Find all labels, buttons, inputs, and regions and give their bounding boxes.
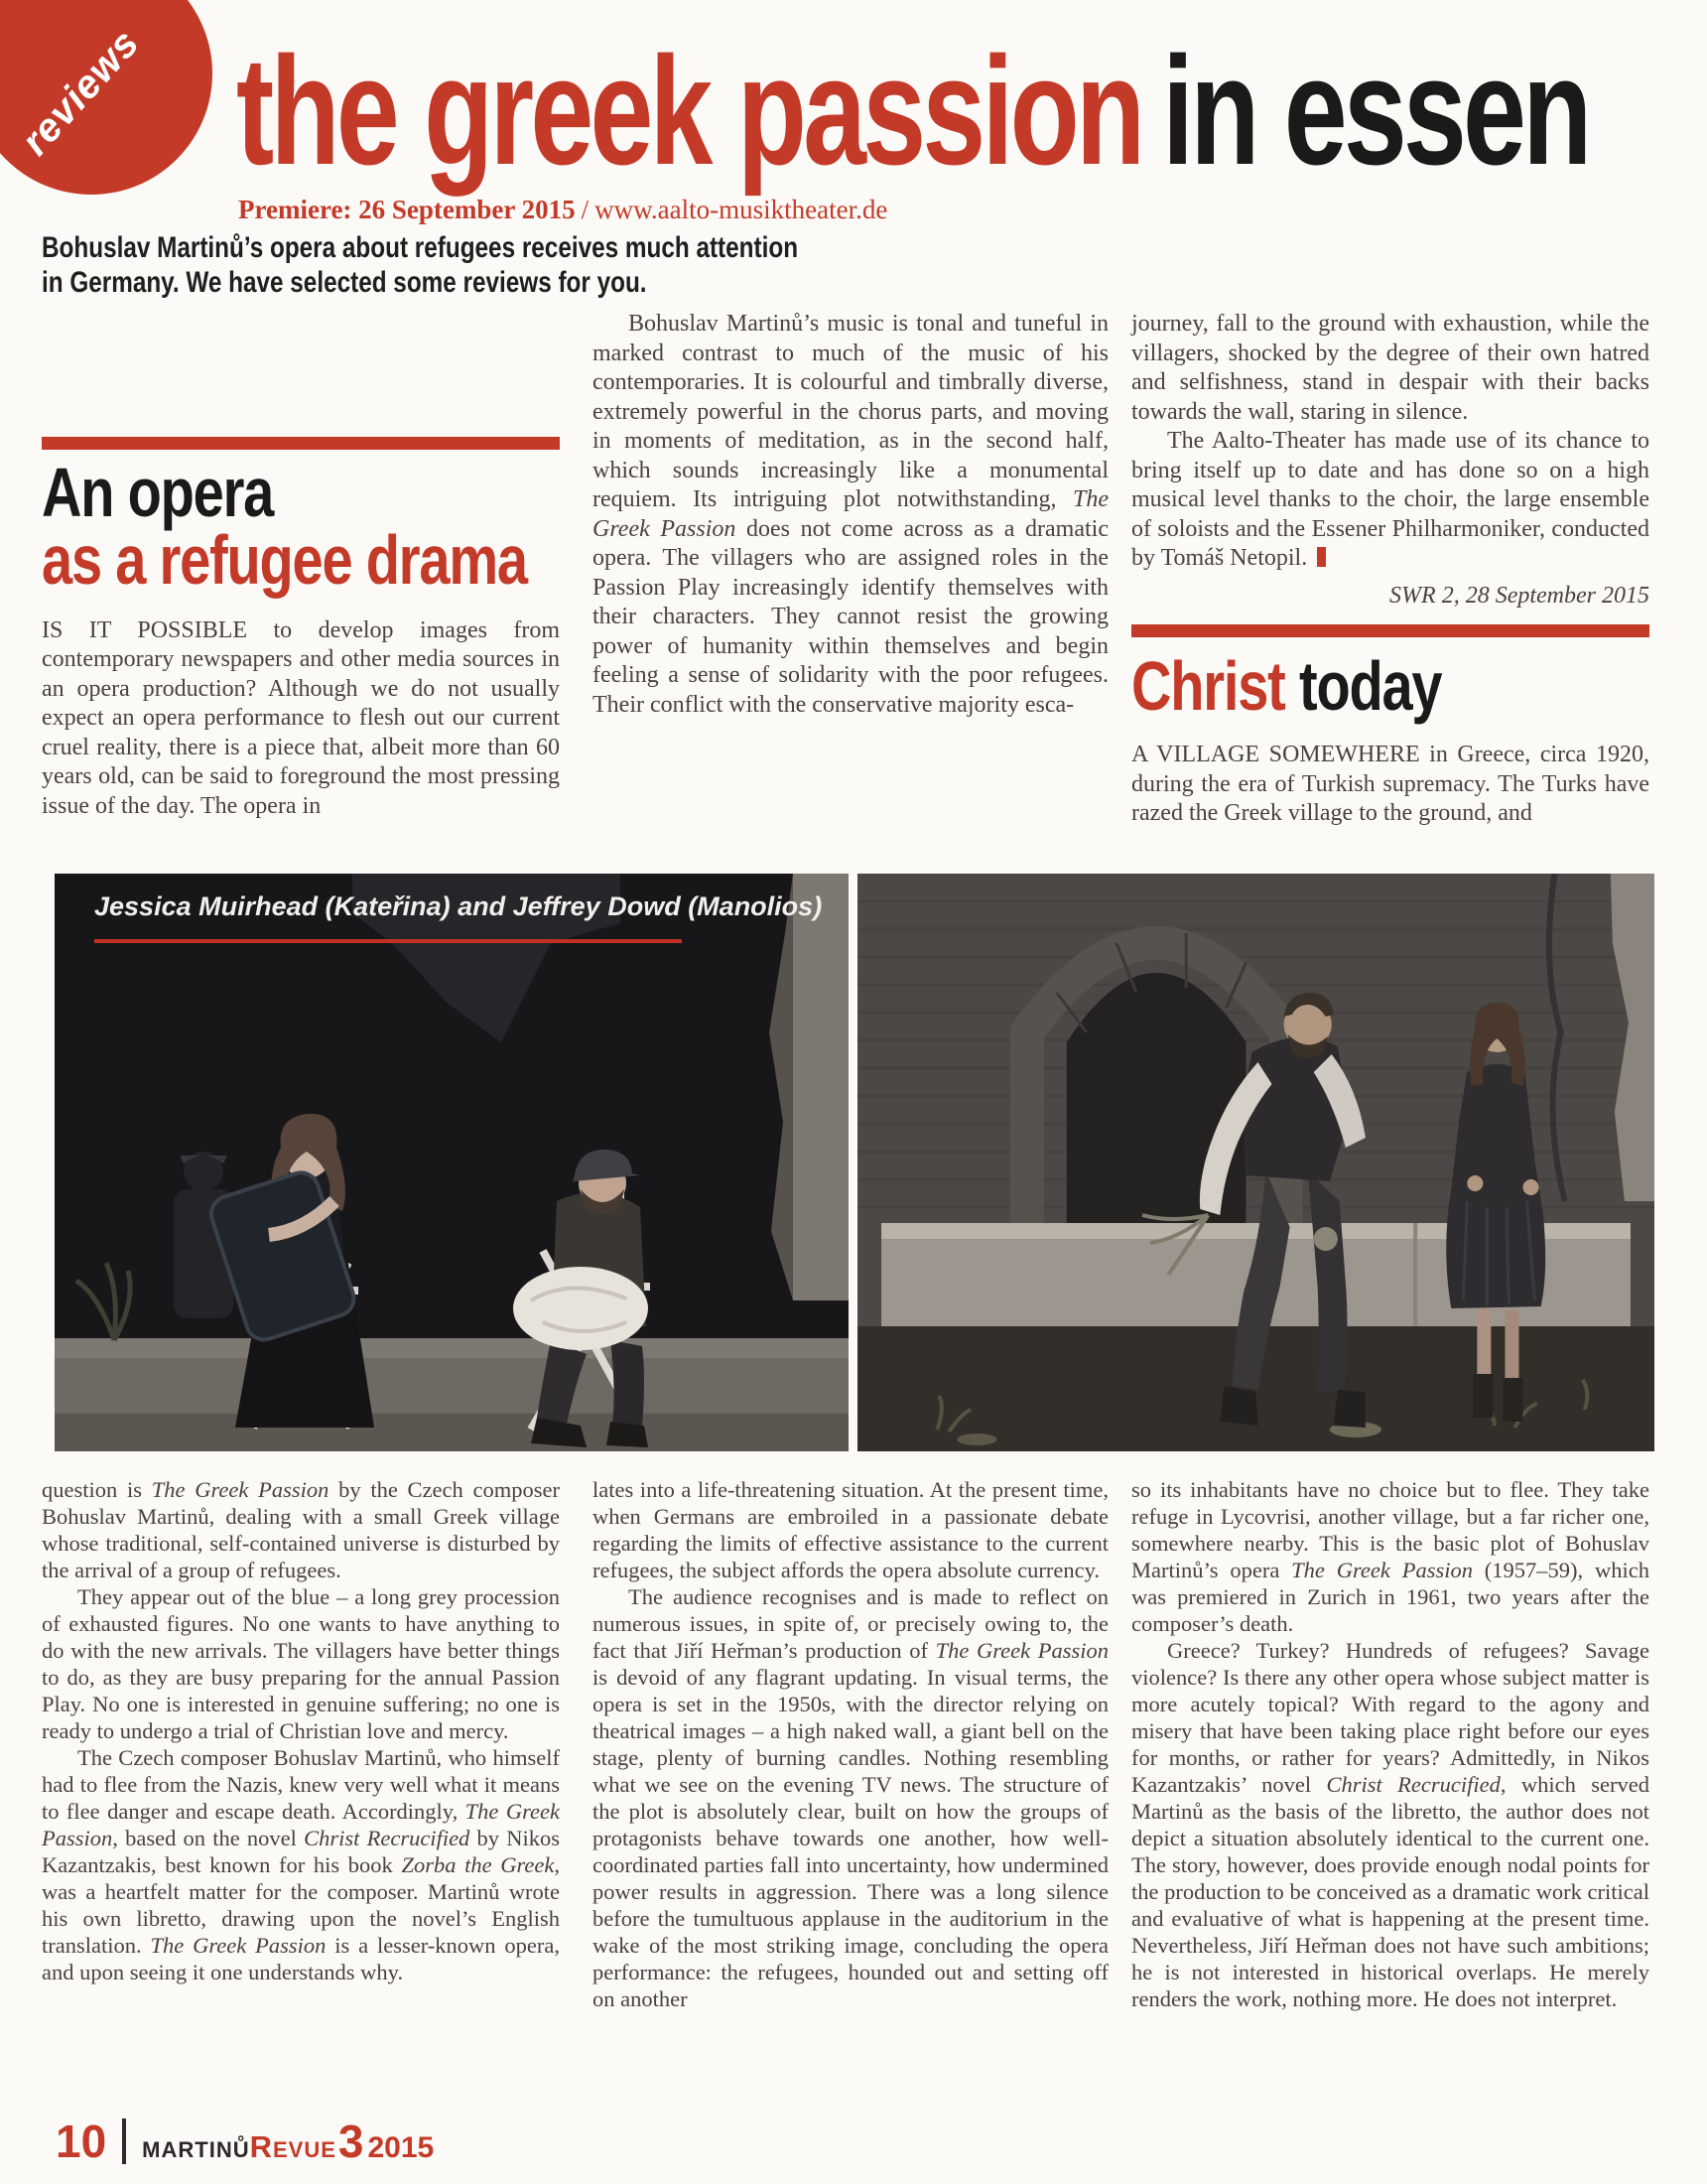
magazine-logo bbox=[142, 2115, 434, 2168]
article-paragraph: The audience recognises and is made to reflect on numerous issues, in spite of, or precisely owing to, the fact that Jiří Heřman’s production of The Greek Passion is devoid of any flagrant updating. In visual terms, the opera is set in the 1950s, with the director relying on theatrical images – a high naked wall, a giant bell on the stage, plenty of burning candles. Nothing resembling what we see on the evening TV news. The structure of the plot is absolutely clear, built on how the groups of protagonists behave towards one another, how well-coordinated parties fall into uncertainty, how undermined power results in aggression. There was a long silence before the tumultuous applause in the auditorium in the wake of the most striking image, concluding the opera performance: the refugees, hounded out and setting off on another bbox=[592, 1584, 1110, 2011]
page-title bbox=[236, 25, 1589, 197]
photo-caption: Jessica Muirhead (Kateřina) and Jeffrey Dowd (Manolios) bbox=[94, 891, 823, 921]
logo-year: 2015 bbox=[367, 2131, 435, 2164]
page-footer bbox=[56, 2115, 434, 2168]
column-top-right bbox=[1131, 310, 1649, 829]
logo-issue-number: 3 bbox=[337, 2116, 364, 2167]
heading-word: Christ bbox=[1131, 647, 1285, 726]
column-bottom-middle bbox=[592, 1476, 1109, 2012]
heading-line: An opera bbox=[42, 454, 274, 531]
reviews-badge-label: reviews bbox=[13, 21, 148, 164]
article-paragraph: lates into a life-threatening situation. At the present time, when Germans are embroiled in a passionate debate regarding the limits of effective assistance to the current refugees, the subject affords the opera absolute currency. bbox=[592, 1477, 1109, 1582]
column-top-left bbox=[42, 437, 560, 821]
premiere-date: Premiere: 26 September 2015 bbox=[238, 195, 576, 224]
production-photos bbox=[55, 874, 1654, 1451]
article-paragraph: so its inhabitants have no choice but to flee. They take refuge in Lycovrisi, another village, but a far richer one, somewhere nearby. This is the basic plot of Bohuslav Martinů’s opera The Greek Passion (1957–59), which was premiered in Zurich in 1961, two years after the composer’s death. bbox=[1131, 1477, 1649, 1636]
intro-text: Bohuslav Martinů’s opera about refugees receives much attention in Germany. We have selected some reviews for you. bbox=[42, 231, 799, 300]
article-paragraph: The Czech composer Bohuslav Martinů, who himself had to flee from the Nazis, knew very well what it means to flee danger and escape death. Accordingly, The Greek Passion, based on the novel Christ Recrucified by Nikos Kazantzakis, best known for his book Zorba the Greek, was a heartfelt matter for the composer. Martinů wrote his own libretto, drawing upon the novel’s English translation. The Greek Passion is a lesser-known opera, and upon seeing it one understands why. bbox=[42, 1745, 561, 1984]
article-paragraph: question is The Greek Passion by the Czech composer Bohuslav Martinů, dealing with a small Greek village whose traditional, self-contained universe is disturbed by the arrival of a group of refugees. bbox=[42, 1477, 560, 1582]
premiere-separator: / bbox=[581, 195, 590, 224]
heading-word: today bbox=[1299, 647, 1442, 726]
production-photo-left bbox=[55, 874, 849, 1451]
end-of-review-mark bbox=[1317, 547, 1326, 567]
section-rule bbox=[42, 437, 560, 450]
column-top-middle bbox=[592, 310, 1109, 720]
section-heading-christ-today bbox=[1131, 647, 1546, 726]
caption-underline bbox=[94, 939, 682, 943]
production-photo-right bbox=[857, 874, 1654, 1451]
article-paragraph: journey, fall to the ground with exhaustion, while the villagers, shocked by the degree of their own hatred and selfishness, stand in despair with their backs towards the wall, staring in silence. bbox=[1131, 311, 1649, 425]
article-paragraph: A VILLAGE SOMEWHERE in Greece, circa 1920, during the era of Turkish supremacy. The Turks have razed the Greek village to the ground, and bbox=[1131, 742, 1649, 827]
page-number: 10 bbox=[56, 2116, 107, 2167]
photo-right-illustration bbox=[857, 874, 1654, 1451]
page-title-black: in essen bbox=[1162, 25, 1589, 197]
article-paragraph: Bohuslav Martinů’s music is tonal and tuneful in marked contrast to much of the music of his contemporaries. It is colourful and timbrally diverse, extremely powerful in the chorus parts, and moving in moments of meditation, as in the second half, which sounds increasingly like a monumental requiem. Its intriguing plot notwithstanding, The Greek Passion does not come across as a dramatic opera. The villagers who are assigned roles in the Passion Play increasingly identify themselves with their characters. They cannot resist the growing power of humanity within themselves and begin feeling a sense of solidarity with the poor refugees. Their conflict with the conservative majority esca- bbox=[592, 311, 1109, 718]
column-bottom-right bbox=[1131, 1476, 1649, 2012]
logo-revue: Revue bbox=[249, 2129, 336, 2164]
footer-divider bbox=[122, 2118, 126, 2164]
paragraph-text: The Aalto-Theater has made use of its chance to bring itself up to date and has done so on a high musical level thanks to the choir, the large ensemble of soloists and the Essener Philharmoniker, conducted by Tomáš Netopil. bbox=[1131, 428, 1649, 572]
article-paragraph: Greece? Turkey? Hundreds of refugees? Savage violence? Is there any other opera whose subject matter is more acutely topical? With regard to the agony and misery that have been taking place right before our eyes for months, or rather for years? Admittedly, in Nikos Kazantzakis’ novel Christ Recrucified, which served Martinů as the basis of the libretto, the author does not depict a situation absolutely identical to the current one. The story, however, does provide enough nodal points for the production to be conceived as a dramatic work critical and evaluative of what is happening at the present time. Nevertheless, Jiří Heřman does not have such ambitions; he is not interested in historical overlaps. He merely renders the work, nothing more. He does not interpret. bbox=[1131, 1638, 1649, 2011]
review-attribution: SWR 2, 28 September 2015 bbox=[1389, 582, 1649, 609]
article-paragraph: They appear out of the blue – a long grey procession of exhausted figures. No one wants to have anything to do with the new arrivals. The villagers have better things to do, as they are busy preparing for the annual Passion Play. No one is interested in genuine suffering; no one is ready to undergo a trial of Christian love and mercy. bbox=[42, 1584, 560, 1743]
logo-martinu: martinů bbox=[142, 2129, 250, 2164]
heading-line: as a refugee drama bbox=[42, 520, 527, 599]
premiere-url: www.aalto-musiktheater.de bbox=[594, 195, 888, 224]
article-paragraph: IS IT POSSIBLE to develop images from contemporary newspapers and other media sources in an opera production? Although we do not usually expect an opera performance to flesh out our current cruel reality, there is a piece that, albeit more than 60 years old, can be said to foreground the most pressing issue of the day. The opera in bbox=[42, 616, 560, 819]
photo-left-illustration bbox=[55, 874, 849, 1451]
section-heading-an-opera bbox=[42, 454, 527, 599]
article-paragraph bbox=[1131, 427, 1649, 574]
column-bottom-left bbox=[42, 1476, 560, 1985]
premiere-line bbox=[238, 195, 887, 225]
section-rule bbox=[1131, 624, 1649, 637]
page-title-red: the greek passion bbox=[236, 25, 1142, 197]
